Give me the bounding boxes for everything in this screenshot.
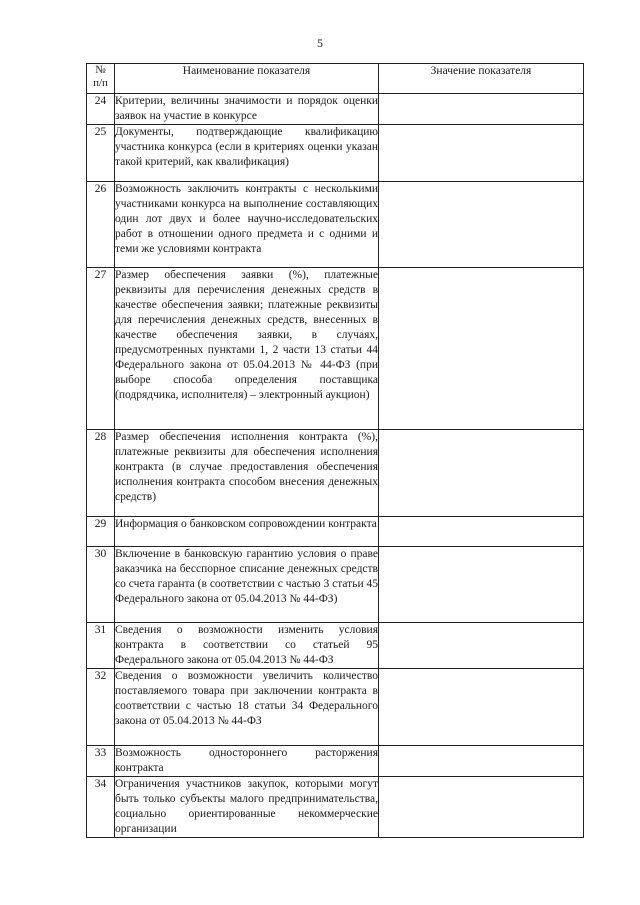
table-row — [87, 125, 584, 182]
table-row — [87, 94, 584, 125]
row-indicator-name: Включение в банковскую гарантию условия о праве заказчика на бесспорное списание денежных средств со счета гаранта (в соответствии с частью 3 статьи 45 Федерального закона от 05.04.2013 № 44-ФЗ) — [115, 547, 379, 623]
row-indicator-value — [379, 669, 584, 746]
row-indicator-value — [379, 777, 584, 838]
row-indicator-name: Возможность заключить контракты с несколькими участниками конкурса на выполнение составляющих один лот двух и более научно-исследовательских работ в отношении одного предмета и с одними и теми же условиями контракта — [115, 182, 379, 268]
row-indicator-value — [379, 517, 584, 547]
table-row — [87, 182, 584, 268]
header-indicator-value: Значение показателя — [379, 64, 584, 94]
page-number: 5 — [317, 36, 323, 50]
row-number: 27 — [87, 268, 115, 430]
row-indicator-value — [379, 430, 584, 517]
row-indicator-value — [379, 182, 584, 268]
row-indicator-name: Информация о банковском сопровождении контракта — [115, 517, 379, 547]
table-row — [87, 669, 584, 746]
row-number: 31 — [87, 623, 115, 669]
table-row — [87, 517, 584, 547]
header-number: № п/п — [87, 64, 115, 94]
row-indicator-name: Размер обеспечения исполнения контракта (%), платежные реквизиты для обеспечения исполнения контракта (в случае предоставления обеспечения исполнения контракта способом внесения денежных средств) — [115, 430, 379, 517]
row-number: 26 — [87, 182, 115, 268]
table-row — [87, 430, 584, 517]
indicators-table — [86, 63, 584, 838]
row-indicator-value — [379, 125, 584, 182]
row-indicator-value — [379, 268, 584, 430]
row-indicator-name: Размер обеспечения заявки (%), платежные реквизиты для перечисления денежных средств в качестве обеспечения заявки; платежные реквизиты для перечисления денежных средств, внесенных в качестве обеспечения заявки, в случаях, предусмотренных пунктами 1, 2 части 13 статьи 44 Федерального закона от 05.04.2013 № 44-ФЗ (при выборе способа определения поставщика (подрядчика, исполнителя) – электронный аукцион) — [115, 268, 379, 430]
row-indicator-name: Сведения о возможности увеличить количество поставляемого товара при заключении контракта в соответствии с частью 18 статьи 34 Федерального закона от 05.04.2013 № 44-ФЗ — [115, 669, 379, 746]
row-number: 25 — [87, 125, 115, 182]
table-header-row — [87, 64, 584, 94]
table-row — [87, 547, 584, 623]
row-number: 28 — [87, 430, 115, 517]
row-number: 33 — [87, 746, 115, 777]
row-number: 30 — [87, 547, 115, 623]
row-indicator-value — [379, 623, 584, 669]
table-row — [87, 746, 584, 777]
row-indicator-name: Критерии, величины значимости и порядок оценки заявок на участие в конкурсе — [115, 94, 379, 125]
row-indicator-name: Возможность одностороннего расторжения контракта — [115, 746, 379, 777]
row-number: 32 — [87, 669, 115, 746]
table-row — [87, 623, 584, 669]
row-number: 29 — [87, 517, 115, 547]
table-row — [87, 777, 584, 838]
table-row — [87, 268, 584, 430]
row-indicator-value — [379, 94, 584, 125]
header-indicator-name: Наименование показателя — [115, 64, 379, 94]
row-indicator-name: Сведения о возможности изменить условия контракта в соответствии со статьей 95 Федерального закона от 05.04.2013 № 44-ФЗ — [115, 623, 379, 669]
row-indicator-value — [379, 547, 584, 623]
row-indicator-name: Документы, подтверждающие квалификацию участника конкурса (если в критериях оценки указан такой критерий, как квалификация) — [115, 125, 379, 182]
row-indicator-value — [379, 746, 584, 777]
row-indicator-name: Ограничения участников закупок, которыми могут быть только субъекты малого предпринимательства, социально ориентированные некоммерческие организации — [115, 777, 379, 838]
row-number: 24 — [87, 94, 115, 125]
row-number: 34 — [87, 777, 115, 838]
